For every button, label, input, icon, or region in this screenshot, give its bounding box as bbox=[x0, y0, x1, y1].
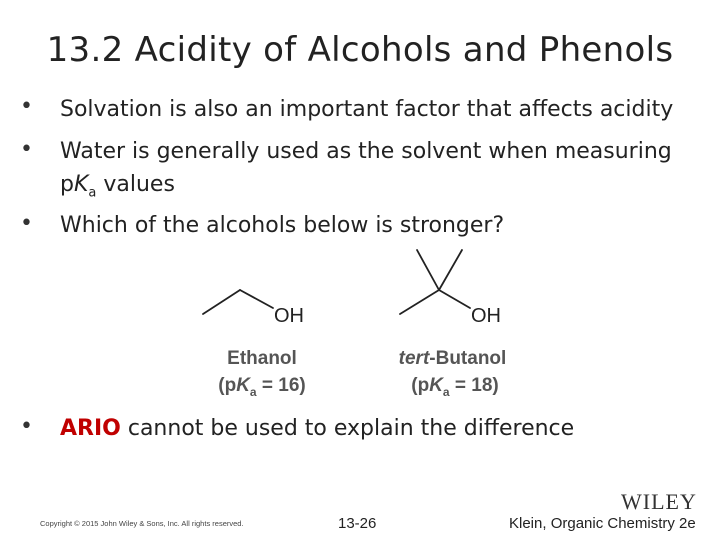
bullet-1-glyph: • bbox=[20, 94, 33, 119]
tert-butanol-pka-pre: (p bbox=[411, 375, 430, 396]
tert-butanol-pka-sub: a bbox=[442, 384, 450, 399]
wiley-logo: WILEY bbox=[621, 489, 697, 514]
ethanol-pka-sub: a bbox=[249, 384, 257, 399]
ethanol-pka-pre: (p bbox=[218, 375, 237, 396]
pka-values-text: values bbox=[96, 172, 175, 197]
ethanol-oh-label: OH bbox=[274, 305, 304, 327]
copyright-text: Copyright © 2015 John Wiley & Sons, Inc. All rights reserved. bbox=[40, 519, 244, 528]
tert-butanol-oh-label: OH bbox=[471, 305, 501, 327]
tert-butanol-skeleton bbox=[400, 250, 470, 314]
ethanol-name-text: Ethanol bbox=[227, 348, 297, 369]
bullet-1-text: Solvation is also an important factor that affects acidity bbox=[60, 97, 674, 122]
tert-butanol-pka-k: K bbox=[429, 375, 443, 396]
pka-sub: a bbox=[88, 185, 97, 201]
ethanol-pka-post: = 16) bbox=[256, 375, 306, 396]
bullet-3-text: Which of the alcohols below is stronger? bbox=[60, 213, 505, 238]
pka-p: p bbox=[60, 172, 74, 197]
ario-highlight: ARIO bbox=[60, 416, 121, 441]
ethanol-pka-k: K bbox=[236, 375, 250, 396]
book-credit: Klein, Organic Chemistry 2e bbox=[509, 515, 696, 532]
ethanol-pka bbox=[187, 375, 337, 399]
page-number: 13-26 bbox=[338, 515, 377, 532]
bullet-4-glyph: • bbox=[20, 414, 33, 439]
bullet-4-text bbox=[60, 416, 574, 441]
bullet-2-text: Water is generally used as the solvent when measuring bbox=[60, 139, 672, 164]
bullet-2-glyph: • bbox=[20, 137, 33, 162]
ethanol-skeleton bbox=[203, 290, 273, 314]
slide-title: 13.2 Acidity of Alcohols and Phenols bbox=[46, 30, 674, 70]
tert-prefix: tert bbox=[398, 348, 430, 369]
ethanol-name bbox=[197, 348, 327, 370]
bullet-4-rest: cannot be used to explain the difference bbox=[120, 416, 575, 441]
tert-butanol-pka bbox=[380, 375, 530, 399]
bullet-3-glyph: • bbox=[20, 211, 33, 236]
tert-butanol-name bbox=[375, 348, 530, 370]
tert-butanol-pka-post: = 18) bbox=[449, 375, 499, 396]
butanol-suffix: -Butanol bbox=[429, 348, 507, 369]
pka-k: K bbox=[73, 172, 89, 197]
